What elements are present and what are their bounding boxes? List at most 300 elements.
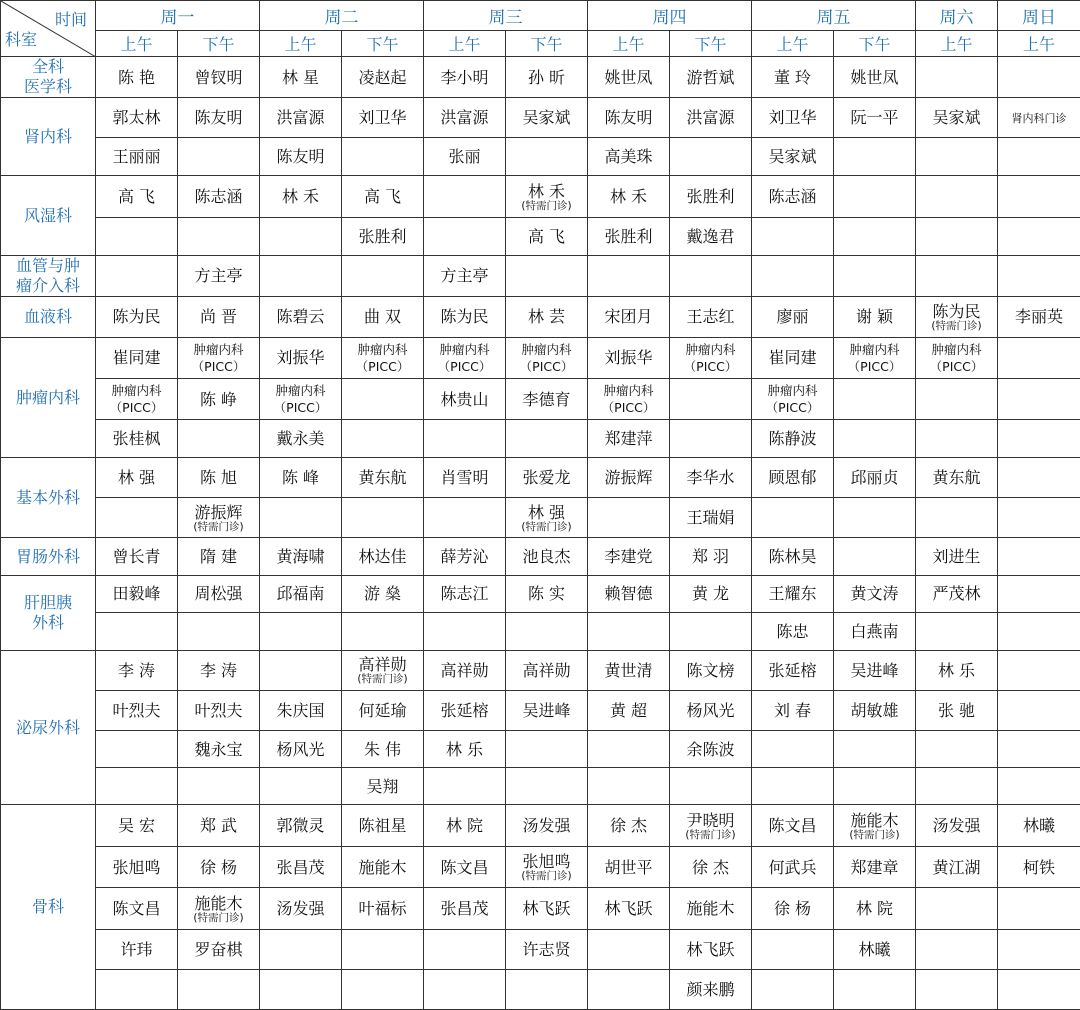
doctor-cell: 王丽丽 xyxy=(96,138,178,176)
doctor-cell: 陈志涵 xyxy=(752,176,834,217)
doctor-cell xyxy=(834,217,916,255)
pm-header: 下午 xyxy=(342,31,424,57)
picc-cell xyxy=(178,337,260,378)
dept-cell-weichang: 胃肠外科 xyxy=(1,538,96,575)
doctor-cell xyxy=(178,420,260,458)
doctor-cell: 朱庆国 xyxy=(260,690,342,730)
doctor-cell xyxy=(998,255,1080,296)
doctor-cell: 何武兵 xyxy=(752,847,834,888)
doctor-cell: 阮一平 xyxy=(834,98,916,138)
special-clinic-note: (特需门诊) xyxy=(849,828,900,841)
doctor-cell: 魏永宝 xyxy=(178,731,260,768)
doctor-cell: 刘振华 xyxy=(260,337,342,378)
doctor-cell: 林曦 xyxy=(998,805,1080,847)
picc-line: （PICC） xyxy=(273,400,328,416)
picc-line: （PICC） xyxy=(191,358,246,374)
doctor-cell: 胡敏雄 xyxy=(834,690,916,730)
doctor-cell: 吴进峰 xyxy=(506,690,588,730)
picc-line: （PICC） xyxy=(683,358,738,374)
day-header: 周一 xyxy=(96,1,260,31)
doctor-cell: 陈 峥 xyxy=(178,379,260,420)
doctor-cell xyxy=(916,138,998,176)
doctor-cell: 李丽英 xyxy=(998,296,1080,337)
doctor-cell: 林 强 xyxy=(96,458,178,498)
special-clinic-note: (特需门诊) xyxy=(193,911,244,924)
doctor-cell: 张旭鸣 xyxy=(96,847,178,888)
doctor-cell: 张昌茂 xyxy=(260,847,342,888)
doctor-cell: 张 驰 xyxy=(916,690,998,730)
dept-label-line: 血管与肿 xyxy=(15,255,80,275)
doctor-cell: 吴家斌 xyxy=(506,98,588,138)
schedule-row xyxy=(1,805,1080,847)
dept-label-line: 瘤介入科 xyxy=(15,275,80,295)
doctor-cell: 陈文昌 xyxy=(424,847,506,888)
picc-line: （PICC） xyxy=(929,358,984,374)
am-header: 上午 xyxy=(96,31,178,57)
doctor-cell xyxy=(506,847,588,888)
doctor-cell: 林飞跃 xyxy=(588,888,670,929)
picc-line: （PICC） xyxy=(847,358,902,374)
doctor-cell: 黄 龙 xyxy=(670,575,752,612)
picc-line: 肿瘤内科 xyxy=(357,341,408,357)
doctor-cell xyxy=(834,768,916,805)
doctor-cell xyxy=(834,969,916,1009)
schedule-row xyxy=(1,768,1080,805)
schedule-row xyxy=(1,255,1080,296)
doctor-cell: 施能木 xyxy=(342,847,424,888)
doctor-cell: 陈文榜 xyxy=(670,650,752,690)
doctor-cell: 汤发强 xyxy=(260,888,342,929)
doctor-cell: 张延榕 xyxy=(752,650,834,690)
schedule-row xyxy=(1,98,1080,138)
doctor-cell xyxy=(96,498,178,538)
doctor-cell xyxy=(96,768,178,805)
doctor-cell: 曾长青 xyxy=(96,538,178,575)
doctor-cell: 吴 宏 xyxy=(96,805,178,847)
doctor-cell: 林 禾 xyxy=(588,176,670,217)
am-header: 上午 xyxy=(998,31,1080,57)
doctor-cell: 郑建章 xyxy=(834,847,916,888)
doctor-cell: 张丽 xyxy=(424,138,506,176)
doctor-cell xyxy=(752,498,834,538)
picc-line: （PICC） xyxy=(109,400,164,416)
doctor-cell: 黄东航 xyxy=(342,458,424,498)
doctor-cell: 郑 武 xyxy=(178,805,260,847)
doctor-cell xyxy=(260,612,342,650)
doctor-cell xyxy=(424,768,506,805)
schedule-row xyxy=(1,575,1080,612)
picc-cell xyxy=(96,379,178,420)
doctor-cell: 曾钗明 xyxy=(178,57,260,98)
doctor-cell: 李小明 xyxy=(424,57,506,98)
doctor-cell xyxy=(916,888,998,929)
doctor-cell: 李 涛 xyxy=(96,650,178,690)
doctor-cell xyxy=(260,217,342,255)
picc-line: 肿瘤内科 xyxy=(849,341,900,357)
pm-header: 下午 xyxy=(834,31,916,57)
doctor-cell xyxy=(916,217,998,255)
am-header: 上午 xyxy=(260,31,342,57)
doctor-cell: 吴家斌 xyxy=(752,138,834,176)
doctor-cell: 郭太林 xyxy=(96,98,178,138)
dept-cell-quanke xyxy=(1,57,96,98)
picc-line: 肿瘤内科 xyxy=(193,341,244,357)
doctor-cell: 柯铁 xyxy=(998,847,1080,888)
doctor-cell: 孙 昕 xyxy=(506,57,588,98)
doctor-cell: 洪富源 xyxy=(260,98,342,138)
doctor-cell: 林 星 xyxy=(260,57,342,98)
doctor-cell: 张延榕 xyxy=(424,690,506,730)
schedule-row xyxy=(1,929,1080,969)
dept-cell-fengshi: 风湿科 xyxy=(1,176,96,255)
schedule-row xyxy=(1,138,1080,176)
doctor-cell: 陈文昌 xyxy=(96,888,178,929)
doctor-cell: 郑建萍 xyxy=(588,420,670,458)
doctor-cell xyxy=(670,255,752,296)
doctor-cell: 方主亭 xyxy=(178,255,260,296)
doctor-cell: 黄江湖 xyxy=(916,847,998,888)
picc-line: （PICC） xyxy=(601,400,656,416)
doctor-cell xyxy=(424,420,506,458)
doctor-cell xyxy=(916,255,998,296)
doctor-cell: 高祥勋 xyxy=(424,650,506,690)
doctor-cell xyxy=(260,498,342,538)
schedule-row xyxy=(1,217,1080,255)
am-header: 上午 xyxy=(916,31,998,57)
doctor-cell: 严茂林 xyxy=(916,575,998,612)
corner-cell xyxy=(1,1,96,57)
doctor-cell: 游振辉 xyxy=(588,458,670,498)
doctor-cell: 林 芸 xyxy=(506,296,588,337)
doctor-cell xyxy=(588,969,670,1009)
special-clinic-note: (特需门诊) xyxy=(931,319,982,332)
doctor-cell: 白燕南 xyxy=(834,612,916,650)
special-clinic-note: (特需门诊) xyxy=(193,520,244,533)
doctor-cell xyxy=(670,138,752,176)
doctor-name: 林 强 xyxy=(527,502,566,522)
doctor-cell xyxy=(588,255,670,296)
pm-header: 下午 xyxy=(670,31,752,57)
doctor-cell: 王耀东 xyxy=(752,575,834,612)
picc-line: 肿瘤内科 xyxy=(931,341,982,357)
corner-time-label: 时间 xyxy=(54,10,87,29)
header-halfday-row xyxy=(1,31,1080,57)
schedule-row xyxy=(1,379,1080,420)
doctor-cell xyxy=(424,217,506,255)
picc-line: 肿瘤内科 xyxy=(521,341,572,357)
doctor-cell xyxy=(260,929,342,969)
doctor-cell xyxy=(506,768,588,805)
doctor-name: 张旭鸣 xyxy=(522,852,571,872)
pm-header: 下午 xyxy=(178,31,260,57)
doctor-name: 施能木 xyxy=(194,893,243,913)
doctor-cell xyxy=(998,498,1080,538)
dept-cell-shennei: 肾内科 xyxy=(1,98,96,176)
doctor-cell: 施能木 xyxy=(670,888,752,929)
doctor-cell xyxy=(506,255,588,296)
doctor-cell xyxy=(588,731,670,768)
doctor-cell: 李建党 xyxy=(588,538,670,575)
doctor-cell xyxy=(998,650,1080,690)
doctor-cell: 林达佳 xyxy=(342,538,424,575)
doctor-cell xyxy=(96,255,178,296)
picc-line: 肿瘤内科 xyxy=(439,341,490,357)
doctor-cell xyxy=(670,805,752,847)
doctor-cell: 姚世凤 xyxy=(834,57,916,98)
doctor-cell: 朱 伟 xyxy=(342,731,424,768)
picc-line: 肿瘤内科 xyxy=(767,383,818,399)
doctor-cell xyxy=(998,379,1080,420)
doctor-cell xyxy=(342,255,424,296)
doctor-cell: 杨风光 xyxy=(260,731,342,768)
day-header: 周五 xyxy=(752,1,916,31)
doctor-cell: 尚 晋 xyxy=(178,296,260,337)
doctor-cell: 吴家斌 xyxy=(916,98,998,138)
doctor-cell xyxy=(424,176,506,217)
doctor-cell xyxy=(998,458,1080,498)
doctor-cell: 赖智德 xyxy=(588,575,670,612)
doctor-cell: 顾恩郁 xyxy=(752,458,834,498)
schedule-row xyxy=(1,337,1080,378)
doctor-cell: 肾内科门诊 xyxy=(998,98,1080,138)
doctor-cell: 王志红 xyxy=(670,296,752,337)
schedule-row xyxy=(1,498,1080,538)
doctor-cell: 黄世清 xyxy=(588,650,670,690)
doctor-cell xyxy=(998,888,1080,929)
doctor-cell xyxy=(916,612,998,650)
picc-line: 肿瘤内科 xyxy=(275,383,326,399)
doctor-cell xyxy=(834,420,916,458)
special-clinic-note: (特需门诊) xyxy=(521,520,572,533)
doctor-cell: 曲 双 xyxy=(342,296,424,337)
doctor-cell: 徐 杨 xyxy=(178,847,260,888)
doctor-cell: 崔同建 xyxy=(96,337,178,378)
doctor-name: 陈为民 xyxy=(932,301,981,321)
special-clinic-note: (特需门诊) xyxy=(521,870,572,883)
doctor-cell: 邱丽贞 xyxy=(834,458,916,498)
doctor-cell: 杨风光 xyxy=(670,690,752,730)
doctor-cell: 陈友明 xyxy=(178,98,260,138)
doctor-cell xyxy=(96,612,178,650)
doctor-cell xyxy=(670,768,752,805)
doctor-cell: 汤发强 xyxy=(506,805,588,847)
doctor-cell: 田毅峰 xyxy=(96,575,178,612)
doctor-cell: 颜来鹏 xyxy=(670,969,752,1009)
doctor-cell xyxy=(342,969,424,1009)
doctor-cell: 林贵山 xyxy=(424,379,506,420)
doctor-cell: 林飞跃 xyxy=(506,888,588,929)
doctor-cell xyxy=(752,255,834,296)
dept-cell-xueye: 血液科 xyxy=(1,296,96,337)
schedule-row xyxy=(1,458,1080,498)
doctor-cell xyxy=(178,138,260,176)
doctor-cell xyxy=(260,969,342,1009)
doctor-name: 高祥勋 xyxy=(358,655,407,675)
special-clinic-note: (特需门诊) xyxy=(357,673,408,686)
doctor-cell xyxy=(916,379,998,420)
doctor-cell: 刘 春 xyxy=(752,690,834,730)
doctor-cell xyxy=(752,217,834,255)
doctor-cell: 陈志涵 xyxy=(178,176,260,217)
doctor-cell: 陈志江 xyxy=(424,575,506,612)
doctor-cell xyxy=(96,969,178,1009)
doctor-cell xyxy=(506,731,588,768)
doctor-cell xyxy=(342,498,424,538)
doctor-cell: 高 飞 xyxy=(342,176,424,217)
schedule-row xyxy=(1,888,1080,929)
doctor-cell: 崔同建 xyxy=(752,337,834,378)
dept-cell-gandan xyxy=(1,575,96,650)
day-header: 周二 xyxy=(260,1,424,31)
doctor-cell: 黄 超 xyxy=(588,690,670,730)
doctor-cell: 郭微灵 xyxy=(260,805,342,847)
picc-line: （PICC） xyxy=(519,358,574,374)
special-clinic-note: (特需门诊) xyxy=(521,199,572,212)
doctor-cell xyxy=(342,929,424,969)
doctor-cell: 罗奋棋 xyxy=(178,929,260,969)
doctor-cell: 张爱龙 xyxy=(506,458,588,498)
doctor-cell: 叶福标 xyxy=(342,888,424,929)
schedule-row xyxy=(1,296,1080,337)
doctor-cell xyxy=(998,538,1080,575)
doctor-cell: 林 乐 xyxy=(424,731,506,768)
doctor-cell xyxy=(998,217,1080,255)
picc-line: （PICC） xyxy=(437,358,492,374)
schedule-row xyxy=(1,612,1080,650)
corner-dept-label: 科室 xyxy=(5,30,38,50)
doctor-cell xyxy=(96,731,178,768)
doctor-cell: 林 乐 xyxy=(916,650,998,690)
am-header: 上午 xyxy=(752,31,834,57)
picc-line: 肿瘤内科 xyxy=(685,341,736,357)
doctor-cell: 陈 旭 xyxy=(178,458,260,498)
doctor-cell: 隋 建 xyxy=(178,538,260,575)
doctor-cell xyxy=(260,768,342,805)
doctor-cell xyxy=(752,969,834,1009)
doctor-cell xyxy=(834,538,916,575)
doctor-cell xyxy=(916,731,998,768)
doctor-cell xyxy=(998,176,1080,217)
doctor-cell: 邱福南 xyxy=(260,575,342,612)
dept-cell-guke: 骨科 xyxy=(1,805,96,1010)
doctor-cell: 陈为民 xyxy=(96,296,178,337)
doctor-cell xyxy=(916,498,998,538)
picc-cell xyxy=(752,379,834,420)
doctor-name: 施能木 xyxy=(850,810,899,830)
doctor-cell: 李华水 xyxy=(670,458,752,498)
dept-cell-miniao: 泌尿外科 xyxy=(1,650,96,804)
doctor-name: 游振辉 xyxy=(194,502,243,522)
doctor-cell xyxy=(424,498,506,538)
doctor-cell xyxy=(752,768,834,805)
schedule-row xyxy=(1,690,1080,730)
doctor-cell xyxy=(342,138,424,176)
doctor-cell xyxy=(834,379,916,420)
doctor-cell: 陈静波 xyxy=(752,420,834,458)
doctor-cell xyxy=(506,420,588,458)
doctor-cell xyxy=(670,379,752,420)
dept-cell-jiben: 基本外科 xyxy=(1,458,96,538)
day-header: 周日 xyxy=(998,1,1080,31)
doctor-cell xyxy=(588,929,670,969)
doctor-cell: 周松强 xyxy=(178,575,260,612)
doctor-cell: 陈友明 xyxy=(588,98,670,138)
day-header: 周三 xyxy=(424,1,588,31)
doctor-cell: 张桂枫 xyxy=(96,420,178,458)
doctor-cell: 高美珠 xyxy=(588,138,670,176)
doctor-cell xyxy=(998,969,1080,1009)
doctor-cell: 胡世平 xyxy=(588,847,670,888)
doctor-cell: 刘卫华 xyxy=(752,98,834,138)
doctor-cell xyxy=(506,138,588,176)
picc-cell xyxy=(916,337,998,378)
doctor-cell: 林曦 xyxy=(834,929,916,969)
doctor-cell xyxy=(178,498,260,538)
doctor-cell: 游哲斌 xyxy=(670,57,752,98)
doctor-cell xyxy=(670,612,752,650)
doctor-cell xyxy=(424,612,506,650)
doctor-cell xyxy=(178,768,260,805)
picc-cell xyxy=(670,337,752,378)
doctor-cell xyxy=(342,612,424,650)
doctor-cell xyxy=(998,57,1080,98)
picc-cell xyxy=(260,379,342,420)
doctor-cell: 廖丽 xyxy=(752,296,834,337)
doctor-cell: 叶烈夫 xyxy=(178,690,260,730)
doctor-cell: 游 燊 xyxy=(342,575,424,612)
doctor-cell xyxy=(506,969,588,1009)
am-header: 上午 xyxy=(424,31,506,57)
doctor-cell: 谢 颖 xyxy=(834,296,916,337)
picc-line: （PICC） xyxy=(765,400,820,416)
doctor-cell xyxy=(178,217,260,255)
schedule-row xyxy=(1,969,1080,1009)
doctor-cell: 董 玲 xyxy=(752,57,834,98)
doctor-cell xyxy=(916,176,998,217)
doctor-cell: 凌赵起 xyxy=(342,57,424,98)
dept-label-line: 全科 xyxy=(31,57,64,77)
doctor-cell: 刘卫华 xyxy=(342,98,424,138)
doctor-cell: 戴逸君 xyxy=(670,217,752,255)
doctor-cell: 陈碧云 xyxy=(260,296,342,337)
doctor-cell xyxy=(834,731,916,768)
schedule-row xyxy=(1,57,1080,98)
doctor-cell xyxy=(96,217,178,255)
schedule-row xyxy=(1,847,1080,888)
doctor-cell: 吴翔 xyxy=(342,768,424,805)
doctor-cell: 高祥勋 xyxy=(506,650,588,690)
doctor-cell xyxy=(752,731,834,768)
doctor-cell: 吴进峰 xyxy=(834,650,916,690)
doctor-cell: 张胜利 xyxy=(588,217,670,255)
doctor-cell: 张胜利 xyxy=(342,217,424,255)
doctor-cell: 林 院 xyxy=(834,888,916,929)
doctor-cell xyxy=(588,612,670,650)
doctor-cell: 高 飞 xyxy=(506,217,588,255)
doctor-cell: 宋团月 xyxy=(588,296,670,337)
doctor-cell: 池良杰 xyxy=(506,538,588,575)
doctor-cell xyxy=(260,650,342,690)
doctor-cell: 陈忠 xyxy=(752,612,834,650)
doctor-cell xyxy=(834,255,916,296)
doctor-cell: 林 禾 xyxy=(260,176,342,217)
header-days-row xyxy=(1,1,1080,31)
picc-cell xyxy=(834,337,916,378)
doctor-cell: 陈 艳 xyxy=(96,57,178,98)
doctor-cell xyxy=(260,255,342,296)
dept-label-line: 肝胆胰 xyxy=(23,592,72,612)
doctor-cell xyxy=(342,420,424,458)
